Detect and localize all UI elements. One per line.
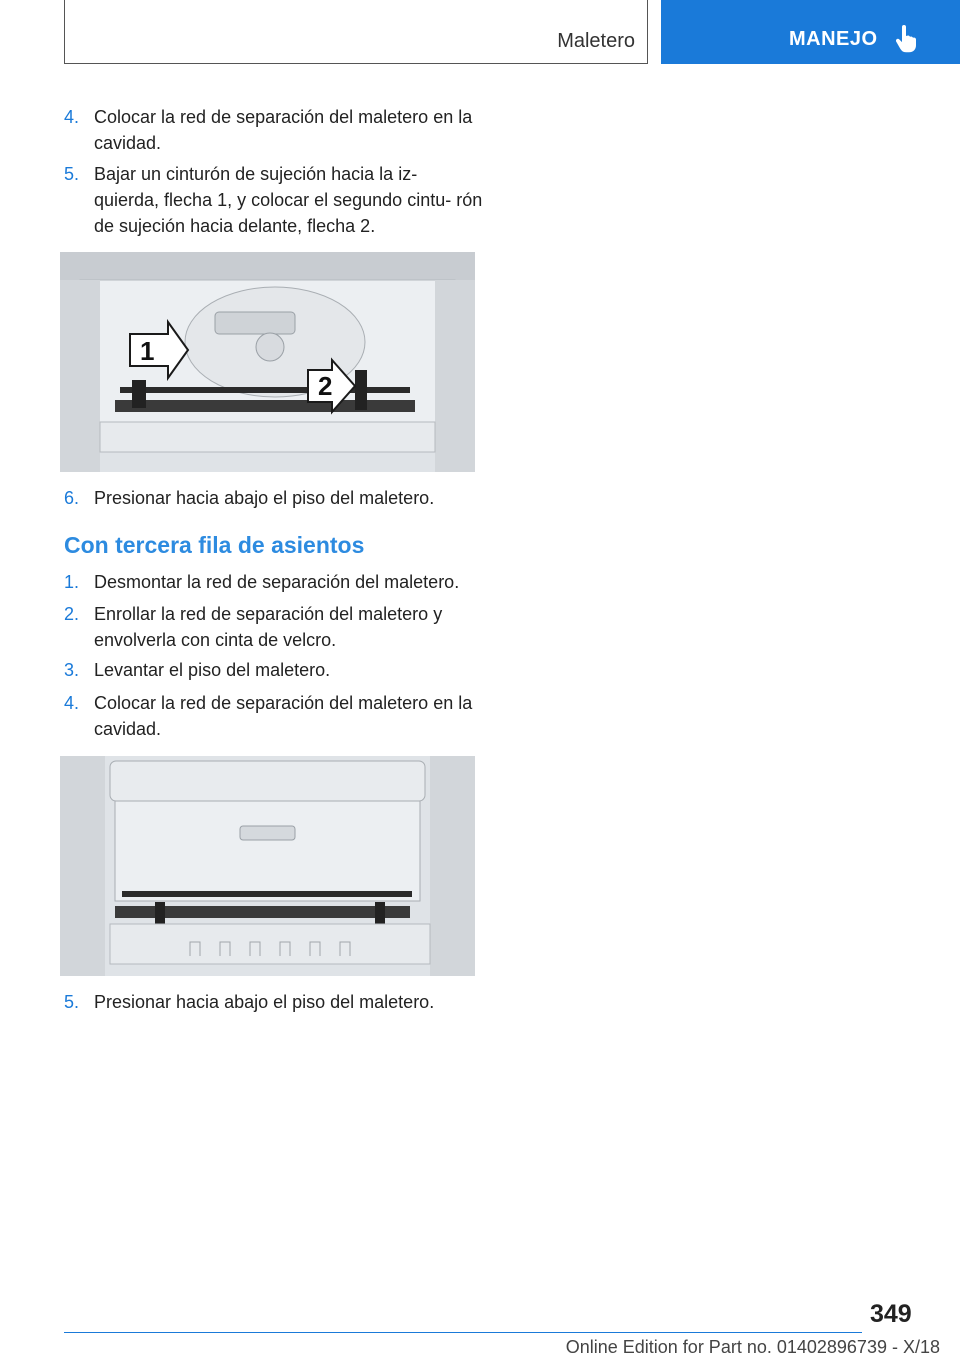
step-number: 6.: [64, 488, 80, 508]
list-item: [64, 657, 484, 683]
hand-pointer-icon: [895, 25, 917, 58]
step-text: Bajar un cinturón de sujeción hacia la iz- quierda, flecha 1, y colocar el segundo cintu- rón de sujeción hacia delante, flecha 2.: [94, 164, 483, 236]
header-chapter-tab[interactable]: [661, 0, 960, 64]
arrow-label-2: 2: [318, 371, 333, 401]
arrow-label-1: 1: [140, 336, 155, 366]
step-number: 2.: [64, 604, 80, 624]
list-item: [64, 601, 484, 653]
step-text: Enrollar la red de separación del maletero y envolverla con cinta de velcro.: [94, 604, 443, 650]
list-item: [64, 690, 484, 742]
step-text: Presionar hacia abajo el piso del maletero.: [94, 488, 435, 508]
step-number: 3.: [64, 660, 80, 680]
step-number: 4.: [64, 693, 80, 713]
section-title: Maletero: [557, 30, 635, 52]
step-text: Desmontar la red de separación del maletero.: [94, 572, 460, 592]
step-text: Colocar la red de separación del maletero en la cavidad.: [94, 107, 473, 153]
chapter-title: MANEJO: [789, 28, 878, 50]
list-item: [64, 485, 484, 511]
step-text: Colocar la red de separación del maletero en la cavidad.: [94, 693, 473, 739]
section-subheading: Con tercera fila de asientos: [64, 532, 365, 558]
step-text: Presionar hacia abajo el piso del maletero.: [94, 992, 435, 1012]
step-number: 5.: [64, 164, 80, 184]
trunk-photo-1: [60, 252, 475, 472]
list-item: [64, 104, 484, 156]
footer-divider: [64, 1332, 862, 1333]
footer-edition: Online Edition for Part no. 01402896739 - X/18: [565, 1337, 940, 1357]
step-number: 4.: [64, 107, 80, 127]
trunk-photo-2: [60, 756, 475, 976]
step-number: 1.: [64, 572, 80, 592]
step-number: 5.: [64, 992, 80, 1012]
page-number: 349: [870, 1300, 912, 1328]
header-section-box: [64, 0, 648, 64]
list-item: [64, 161, 484, 239]
step-text: Levantar el piso del maletero.: [94, 660, 331, 680]
list-item: [64, 989, 484, 1015]
list-item: [64, 569, 494, 595]
